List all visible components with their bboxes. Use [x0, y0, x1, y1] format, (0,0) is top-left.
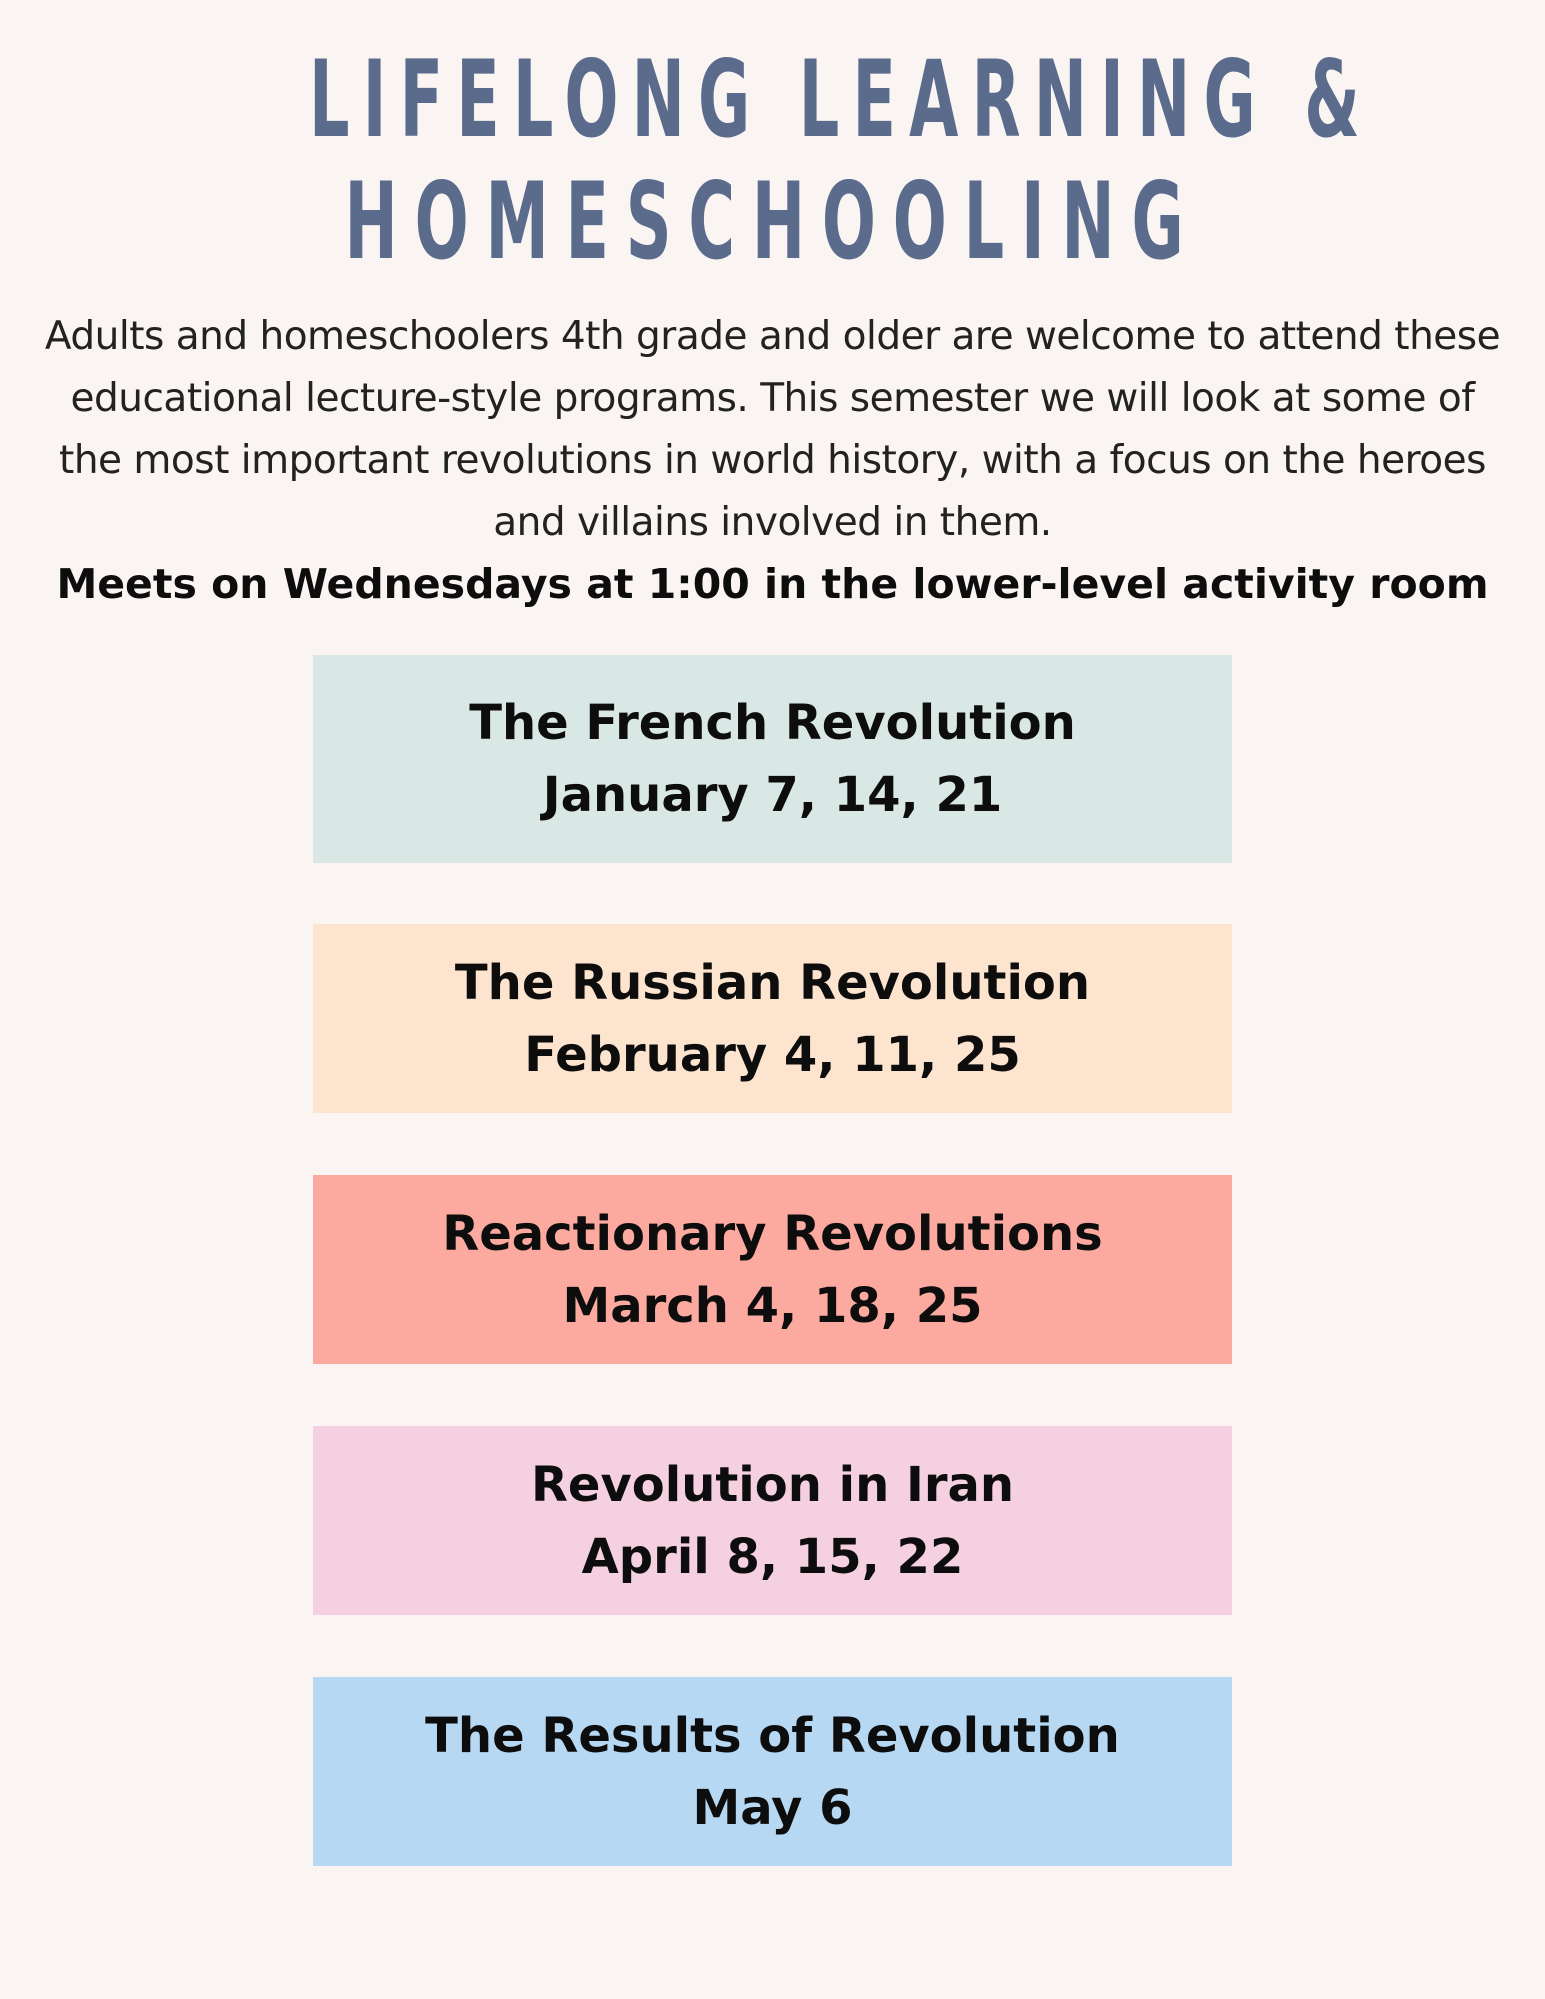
program-dates: May 6 [692, 1779, 853, 1836]
program-name: The Results of Revolution [425, 1707, 1120, 1764]
page-title-line-2: HOMESCHOOLING [344, 160, 1201, 283]
program-name: The French Revolution [469, 695, 1076, 751]
program-name: The Russian Revolution [454, 954, 1091, 1011]
program-dates: April 8, 15, 22 [581, 1528, 964, 1585]
program-name: Revolution in Iran [530, 1456, 1015, 1513]
program-dates: March 4, 18, 25 [562, 1277, 983, 1334]
program-dates: January 7, 14, 21 [542, 767, 1003, 823]
page-title-line-1: LIFELONG LEARNING & [308, 38, 1373, 161]
program-card-results-of-revolution [313, 1677, 1232, 1866]
program-card-reactionary-revolutions [313, 1175, 1232, 1364]
program-name: Reactionary Revolutions [442, 1205, 1103, 1262]
program-dates: February 4, 11, 25 [524, 1026, 1021, 1083]
program-card-russian-revolution [313, 924, 1232, 1113]
program-card-french-revolution [313, 655, 1232, 863]
intro-paragraph: Adults and homeschoolers 4th grade and older are welcome to attend these educational lecture-style programs. This semester we will look at some of the most important revolutions in world history, with a focus on the heroes and villains involved in them. [44, 314, 1501, 545]
program-card-revolution-in-iran [313, 1426, 1232, 1615]
meeting-info: Meets on Wednesdays at 1:00 in the lower-level activity room [56, 560, 1489, 608]
